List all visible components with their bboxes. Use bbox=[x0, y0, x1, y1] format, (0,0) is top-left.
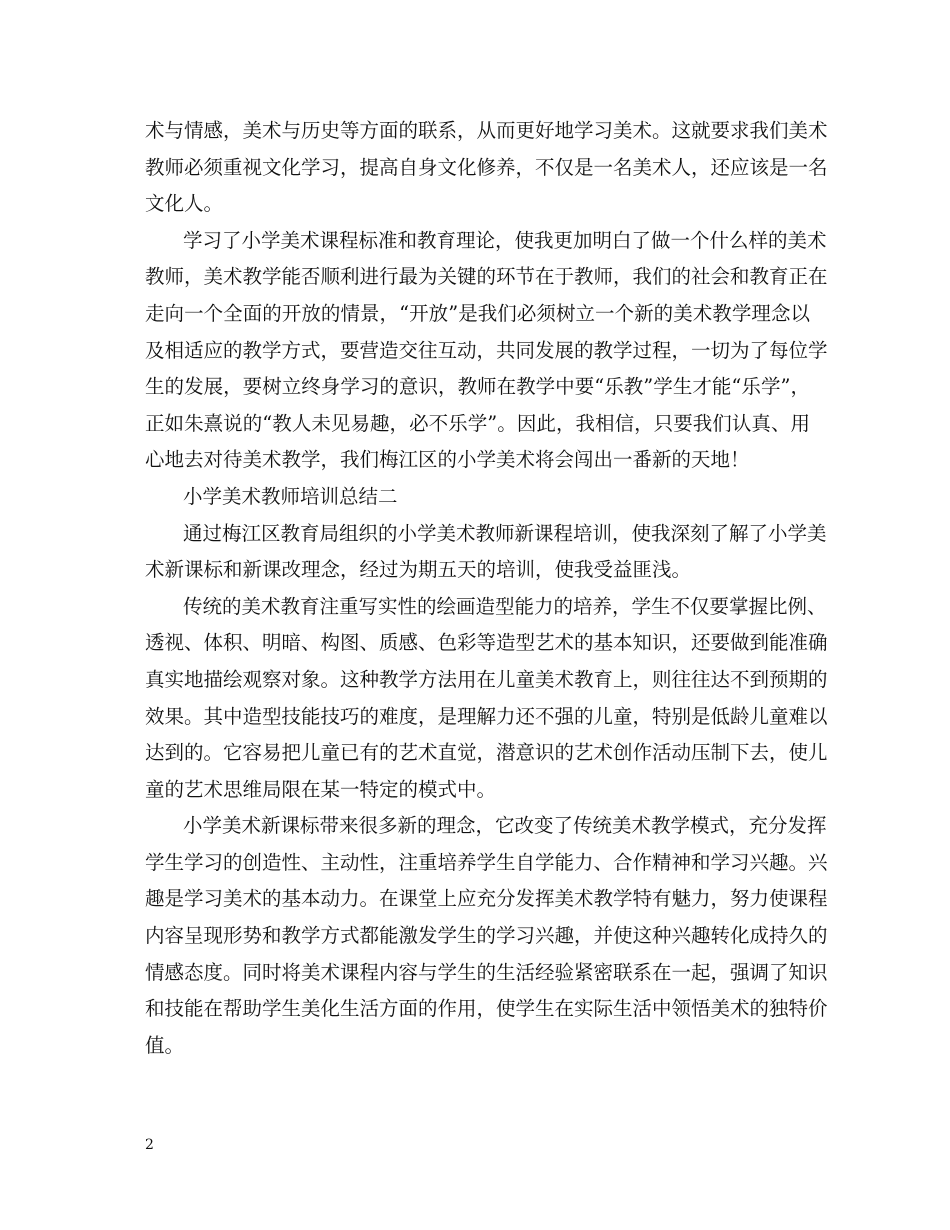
text-line: 走向一个全面的开放的情景，“开放”是我们必须树立一个新的美术教学理念以 bbox=[145, 301, 810, 325]
text-line: 术新课标和新课改理念，经过为期五天的培训，使我受益匪浅。 bbox=[145, 558, 692, 582]
text-line: 趣是学习美术的基本动力。在课堂上应充分发挥美术教学特有魅力，努力使课程 bbox=[145, 887, 828, 911]
paragraph-first-line: 小学美术新课标带来很多新的理念，它改变了传统美术教学模式，充分发挥 bbox=[183, 814, 827, 838]
text-line: 真实地描绘观察对象。这种教学方法用在儿童美术教育上，则往往达不到预期的 bbox=[145, 667, 828, 691]
text-line: 和技能在帮助学生美化生活方面的作用，使学生在实际生活中领悟美术的独特价 bbox=[145, 997, 828, 1021]
text-line: 效果。其中造型技能技巧的难度，是理解力还不强的儿童，特别是低龄儿童难以 bbox=[145, 704, 828, 728]
text-line: 术与情感，美术与历史等方面的联系，从而更好地学习美术。这就要求我们美术 bbox=[145, 119, 828, 142]
text-line: 情感态度。同时将美术课程内容与学生的生活经验紧密联系在一起，强调了知识 bbox=[145, 960, 828, 984]
text-line: 教师，美术教学能否顺利进行最为关键的环节在于教师，我们的社会和教育正在 bbox=[145, 265, 828, 289]
text-line: 达到的。它容易把儿童已有的艺术直觉，潜意识的艺术创作活动压制下去，使儿 bbox=[145, 741, 828, 765]
text-line: 正如朱熹说的“教人未见易趣，必不乐学”。因此，我相信，只要我们认真、用 bbox=[145, 411, 810, 435]
text-line: 及相适应的教学方式，要营造交往互动，共同发展的教学过程，一切为了每位学 bbox=[145, 338, 828, 362]
paragraph-first-line: 学习了小学美术课程标准和教育理论，使我更加明白了做一个什么样的美术 bbox=[183, 228, 827, 252]
page-number: 2 bbox=[145, 1137, 154, 1153]
text-line: 透视、体积、明暗、构图、质感、色彩等造型艺术的基本知识，还要做到能准确 bbox=[145, 631, 828, 655]
paragraph-first-line: 传统的美术教育注重写实性的绘画造型能力的培养，学生不仅要掌握比例、 bbox=[183, 594, 827, 618]
text-line: 文化人。 bbox=[145, 192, 224, 216]
text-line: 学生学习的创造性、主动性，注重培养学生自学能力、合作精神和学习兴趣。兴 bbox=[145, 850, 828, 874]
text-line: 内容呈现形势和教学方式都能激发学生的学习兴趣，并使这种兴趣转化成持久的 bbox=[145, 924, 828, 948]
paragraph-first-line: 通过梅江区教育局组织的小学美术教师新课程培训，使我深刻了解了小学美 bbox=[183, 521, 827, 545]
text-line: 童的艺术思维局限在某一特定的模式中。 bbox=[145, 777, 497, 801]
section-heading: 小学美术教师培训总结二 bbox=[183, 484, 398, 508]
text-line: 值。 bbox=[145, 1033, 185, 1057]
text-line: 教师必须重视文化学习，提高自身文化修养，不仅是一名美术人，还应该是一名 bbox=[145, 155, 828, 179]
body-text bbox=[145, 113, 828, 1064]
text-line: 生的发展，要树立终身学习的意识，教师在教学中要“乐教”学生才能“乐学”， bbox=[145, 375, 810, 399]
text-line: 心地去对待美术教学，我们梅江区的小学美术将会闯出一番新的天地！ bbox=[145, 448, 750, 472]
